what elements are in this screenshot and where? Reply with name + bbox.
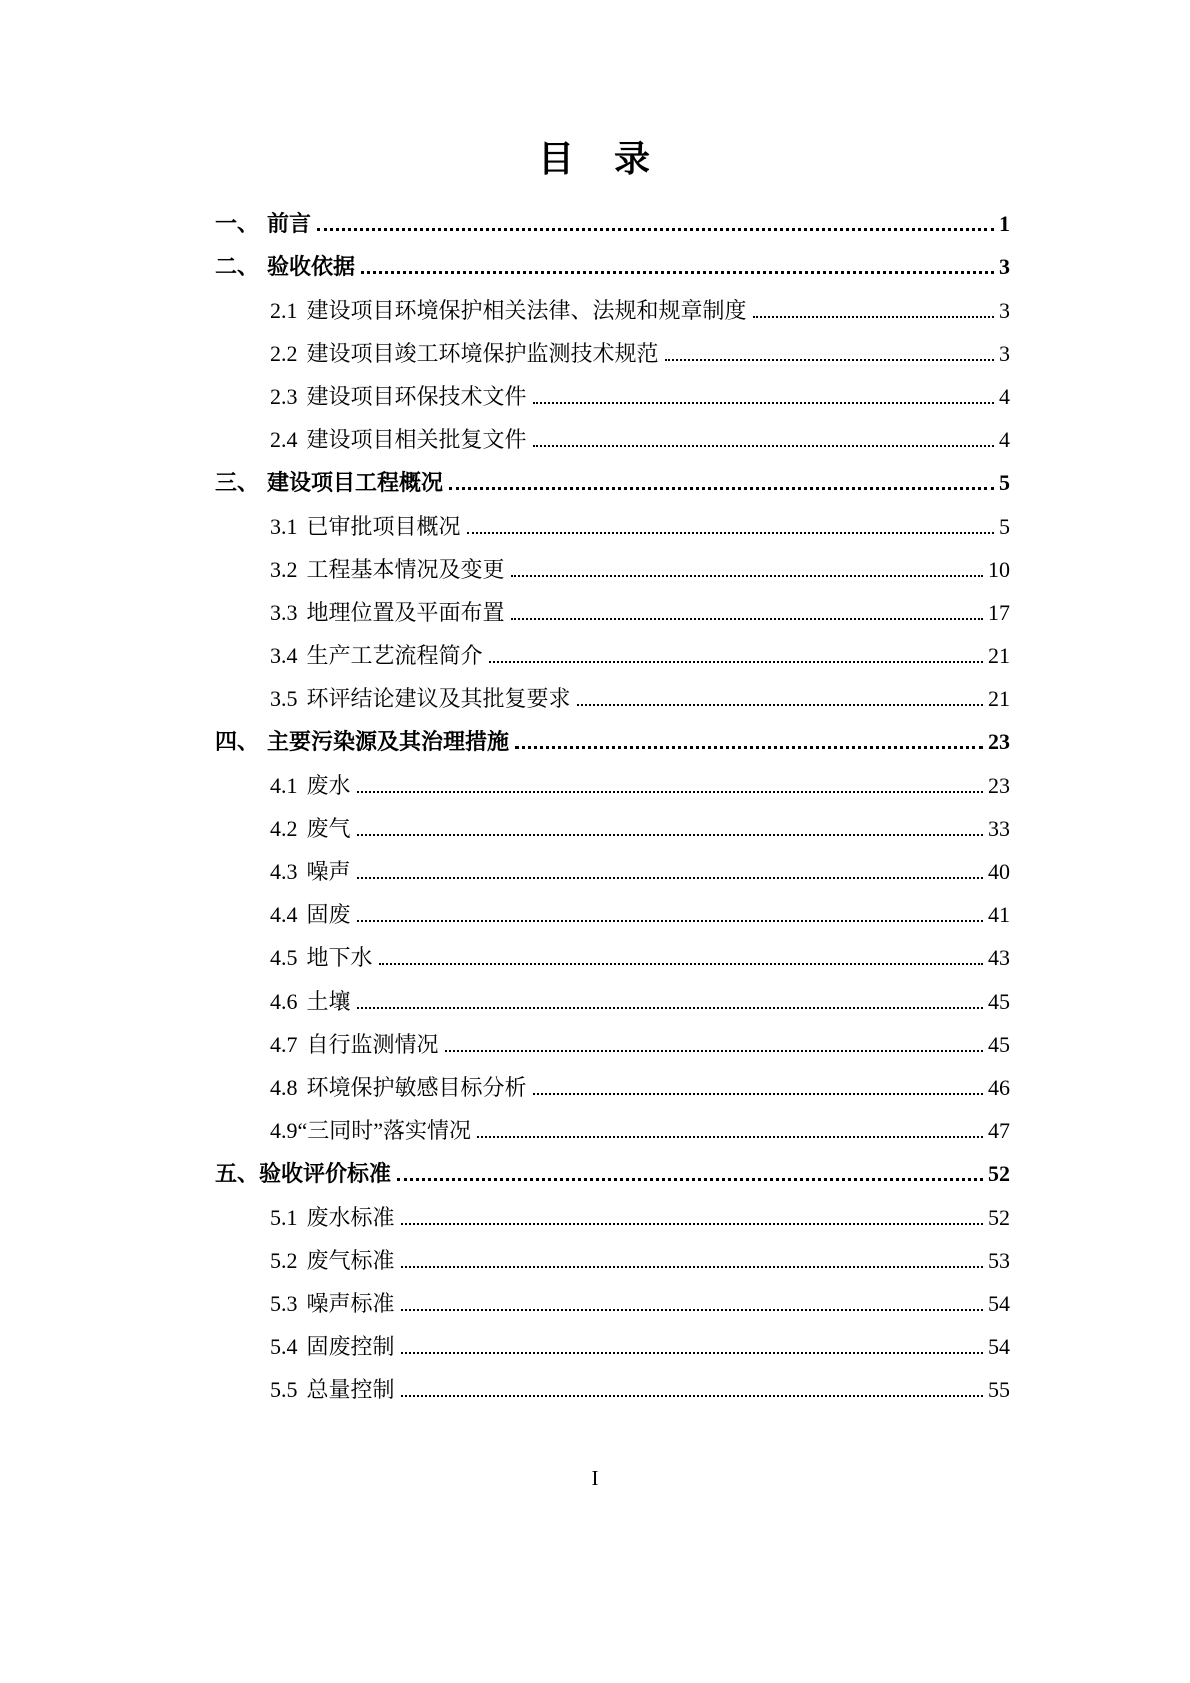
toc-entry-page: 1 bbox=[999, 211, 1010, 237]
toc-entry-number: 4.8 bbox=[270, 1074, 298, 1100]
toc-entry-title: 生产工艺流程简介 bbox=[306, 643, 483, 669]
toc-entry-page: 3 bbox=[999, 254, 1010, 280]
dot-leader bbox=[401, 1309, 983, 1311]
dot-leader bbox=[533, 1093, 983, 1095]
toc-entry bbox=[215, 1028, 1010, 1071]
dot-leader bbox=[577, 704, 983, 706]
toc-entry bbox=[215, 769, 1010, 812]
toc-entry-title: 环境保护敏感目标分析 bbox=[306, 1074, 527, 1100]
toc-entry-page: 54 bbox=[988, 1290, 1010, 1316]
toc-entry-number: 5.4 bbox=[270, 1334, 298, 1360]
toc-entry-title: 废气 bbox=[306, 815, 351, 841]
toc-entry-title: 建设项目竣工环境保护监测技术规范 bbox=[306, 340, 659, 366]
toc-entry bbox=[215, 466, 1010, 509]
toc-entry-number: 3.2 bbox=[270, 556, 298, 582]
toc-entry-number: 4.3 bbox=[270, 859, 298, 884]
dot-leader bbox=[665, 359, 994, 361]
toc-list bbox=[215, 207, 1010, 1416]
toc-entry-title: 建设项目环保技术文件 bbox=[306, 383, 527, 409]
toc-entry-title: 固废 bbox=[306, 902, 351, 928]
dot-leader bbox=[511, 618, 983, 620]
toc-entry-page: 23 bbox=[988, 772, 1010, 798]
dot-leader bbox=[401, 1352, 983, 1354]
toc-entry-title: 总量控制 bbox=[306, 1377, 395, 1403]
toc-entry-number: 2.3 bbox=[270, 383, 298, 409]
toc-entry-number: 5.2 bbox=[270, 1247, 298, 1273]
dot-leader bbox=[357, 877, 983, 879]
toc-entry-number: 2.2 bbox=[270, 340, 298, 366]
toc-entry-number: 5.3 bbox=[270, 1290, 298, 1316]
toc-entry-title: 环评结论建议及其批复要求 bbox=[306, 686, 571, 712]
toc-entry-page: 3 bbox=[999, 340, 1010, 366]
toc-entry-page: 46 bbox=[988, 1074, 1010, 1100]
toc-entry-number: 4.2 bbox=[270, 815, 298, 841]
toc-entry bbox=[215, 1201, 1010, 1244]
toc-entry-title: 验收评价标准 bbox=[259, 1161, 392, 1187]
toc-entry-title: 主要污染源及其治理措施 bbox=[267, 729, 510, 755]
toc-entry bbox=[215, 380, 1010, 423]
dot-leader bbox=[357, 920, 983, 922]
toc-entry-number: 4.5 bbox=[270, 945, 298, 971]
toc-entry bbox=[215, 207, 1010, 250]
toc-entry bbox=[215, 1157, 1010, 1200]
toc-entry bbox=[215, 898, 1010, 941]
toc-entry-title: 土壤 bbox=[306, 988, 351, 1014]
toc-entry-page: 53 bbox=[988, 1247, 1010, 1273]
toc-entry bbox=[215, 510, 1010, 553]
dot-leader bbox=[533, 445, 994, 447]
page-title: 目 录 bbox=[537, 139, 652, 179]
dot-leader bbox=[515, 746, 983, 749]
toc-entry bbox=[215, 1114, 1010, 1157]
toc-entry bbox=[215, 725, 1010, 768]
toc-entry-page: 4 bbox=[999, 383, 1010, 409]
dot-leader bbox=[361, 271, 994, 274]
dot-leader bbox=[357, 791, 983, 793]
toc-entry bbox=[215, 1071, 1010, 1114]
toc-entry-page: 21 bbox=[988, 686, 1010, 712]
toc-entry-number: 3.1 bbox=[270, 513, 298, 539]
toc-entry-title: 已审批项目概况 bbox=[306, 513, 461, 539]
toc-entry-title: 废气标准 bbox=[306, 1247, 395, 1273]
toc-entry-title: 前言 bbox=[267, 211, 312, 237]
dot-leader bbox=[449, 487, 994, 490]
dot-leader bbox=[467, 532, 994, 534]
toc-entry-page: 45 bbox=[988, 1031, 1010, 1057]
toc-entry-page: 40 bbox=[988, 859, 1010, 884]
toc-entry-title: 建设项目环境保护相关法律、法规和规章制度 bbox=[306, 297, 747, 323]
dot-leader bbox=[511, 575, 983, 577]
toc-entry bbox=[215, 941, 1010, 984]
toc-entry-title: 废水标准 bbox=[306, 1204, 395, 1230]
toc-entry-page: 41 bbox=[988, 902, 1010, 928]
toc-entry bbox=[215, 423, 1010, 466]
toc-entry-number: 4.4 bbox=[270, 902, 298, 928]
toc-entry-number: 二、 bbox=[215, 254, 260, 280]
toc-entry-number: 4.9 bbox=[270, 1118, 298, 1144]
toc-entry-number: 3.4 bbox=[270, 643, 298, 669]
toc-entry bbox=[215, 337, 1010, 380]
toc-entry bbox=[215, 1287, 1010, 1330]
toc-entry bbox=[215, 553, 1010, 596]
toc-entry-title: 建设项目相关批复文件 bbox=[306, 427, 527, 453]
toc-entry-page: 23 bbox=[988, 729, 1010, 755]
toc-entry-title: 建设项目工程概况 bbox=[267, 470, 444, 496]
toc-entry-page: 21 bbox=[988, 643, 1010, 669]
toc-entry bbox=[215, 1373, 1010, 1416]
toc-entry-title: 验收依据 bbox=[267, 254, 356, 280]
toc-entry bbox=[215, 294, 1010, 337]
toc-entry-page: 5 bbox=[999, 513, 1010, 539]
toc-entry-page: 5 bbox=[999, 470, 1010, 496]
toc-entry bbox=[215, 250, 1010, 293]
toc-entry-number: 5.1 bbox=[270, 1204, 298, 1230]
toc-entry-title: 废水 bbox=[306, 772, 351, 798]
dot-leader bbox=[357, 834, 983, 836]
toc-entry-title: 地下水 bbox=[306, 945, 373, 971]
toc-entry-number: 2.1 bbox=[270, 297, 298, 323]
toc-entry-page: 17 bbox=[988, 599, 1010, 625]
toc-entry-title: 自行监测情况 bbox=[306, 1031, 439, 1057]
toc-entry-title: “三同时”落实情况 bbox=[297, 1118, 472, 1144]
dot-leader bbox=[477, 1136, 983, 1138]
dot-leader bbox=[533, 402, 994, 404]
dot-leader bbox=[357, 1007, 983, 1009]
toc-entry-page: 45 bbox=[988, 988, 1010, 1014]
toc-entry-number: 一、 bbox=[215, 211, 260, 237]
toc-entry bbox=[215, 639, 1010, 682]
toc-entry bbox=[215, 596, 1010, 639]
toc-entry-number: 2.4 bbox=[270, 427, 298, 453]
toc-entry bbox=[215, 812, 1010, 855]
toc-entry-title: 固废控制 bbox=[306, 1334, 395, 1360]
dot-leader bbox=[445, 1050, 983, 1052]
toc-entry-number: 4.6 bbox=[270, 988, 298, 1014]
toc-entry-number: 5.5 bbox=[270, 1377, 298, 1403]
toc-entry-page: 4 bbox=[999, 427, 1010, 453]
toc-entry-page: 10 bbox=[988, 556, 1010, 582]
dot-leader bbox=[753, 316, 994, 318]
toc-entry-page: 52 bbox=[988, 1204, 1010, 1230]
toc-entry-number: 4.7 bbox=[270, 1031, 298, 1057]
toc-entry-number: 五、 bbox=[215, 1161, 260, 1187]
dot-leader bbox=[397, 1178, 983, 1181]
footer-page-number: I bbox=[591, 1466, 599, 1490]
dot-leader bbox=[317, 228, 994, 231]
dot-leader bbox=[401, 1395, 983, 1397]
toc-entry-page: 52 bbox=[988, 1161, 1010, 1187]
toc-entry-page: 33 bbox=[988, 815, 1010, 841]
toc-entry-page: 43 bbox=[988, 945, 1010, 971]
toc-entry-number: 3.3 bbox=[270, 599, 298, 625]
toc-entry-number: 四、 bbox=[215, 729, 260, 755]
toc-entry-page: 3 bbox=[999, 297, 1010, 323]
toc-entry bbox=[215, 1244, 1010, 1287]
toc-entry bbox=[215, 855, 1010, 898]
dot-leader bbox=[489, 661, 983, 663]
toc-entry-number: 4.1 bbox=[270, 772, 298, 798]
dot-leader bbox=[401, 1266, 983, 1268]
toc-entry-number: 3.5 bbox=[270, 686, 298, 712]
toc-entry-title: 噪声标准 bbox=[306, 1290, 395, 1316]
toc-entry-page: 54 bbox=[988, 1334, 1010, 1360]
dot-leader bbox=[379, 963, 983, 965]
toc-entry-title: 噪声 bbox=[306, 859, 351, 884]
toc-entry bbox=[215, 985, 1010, 1028]
dot-leader bbox=[401, 1223, 983, 1225]
toc-entry bbox=[215, 1330, 1010, 1373]
toc-entry-page: 47 bbox=[988, 1118, 1010, 1144]
toc-entry-number: 三、 bbox=[215, 470, 260, 496]
toc-entry bbox=[215, 682, 1010, 725]
toc-entry-page: 55 bbox=[988, 1377, 1010, 1403]
toc-entry-title: 工程基本情况及变更 bbox=[306, 556, 505, 582]
toc-entry-title: 地理位置及平面布置 bbox=[306, 599, 505, 625]
